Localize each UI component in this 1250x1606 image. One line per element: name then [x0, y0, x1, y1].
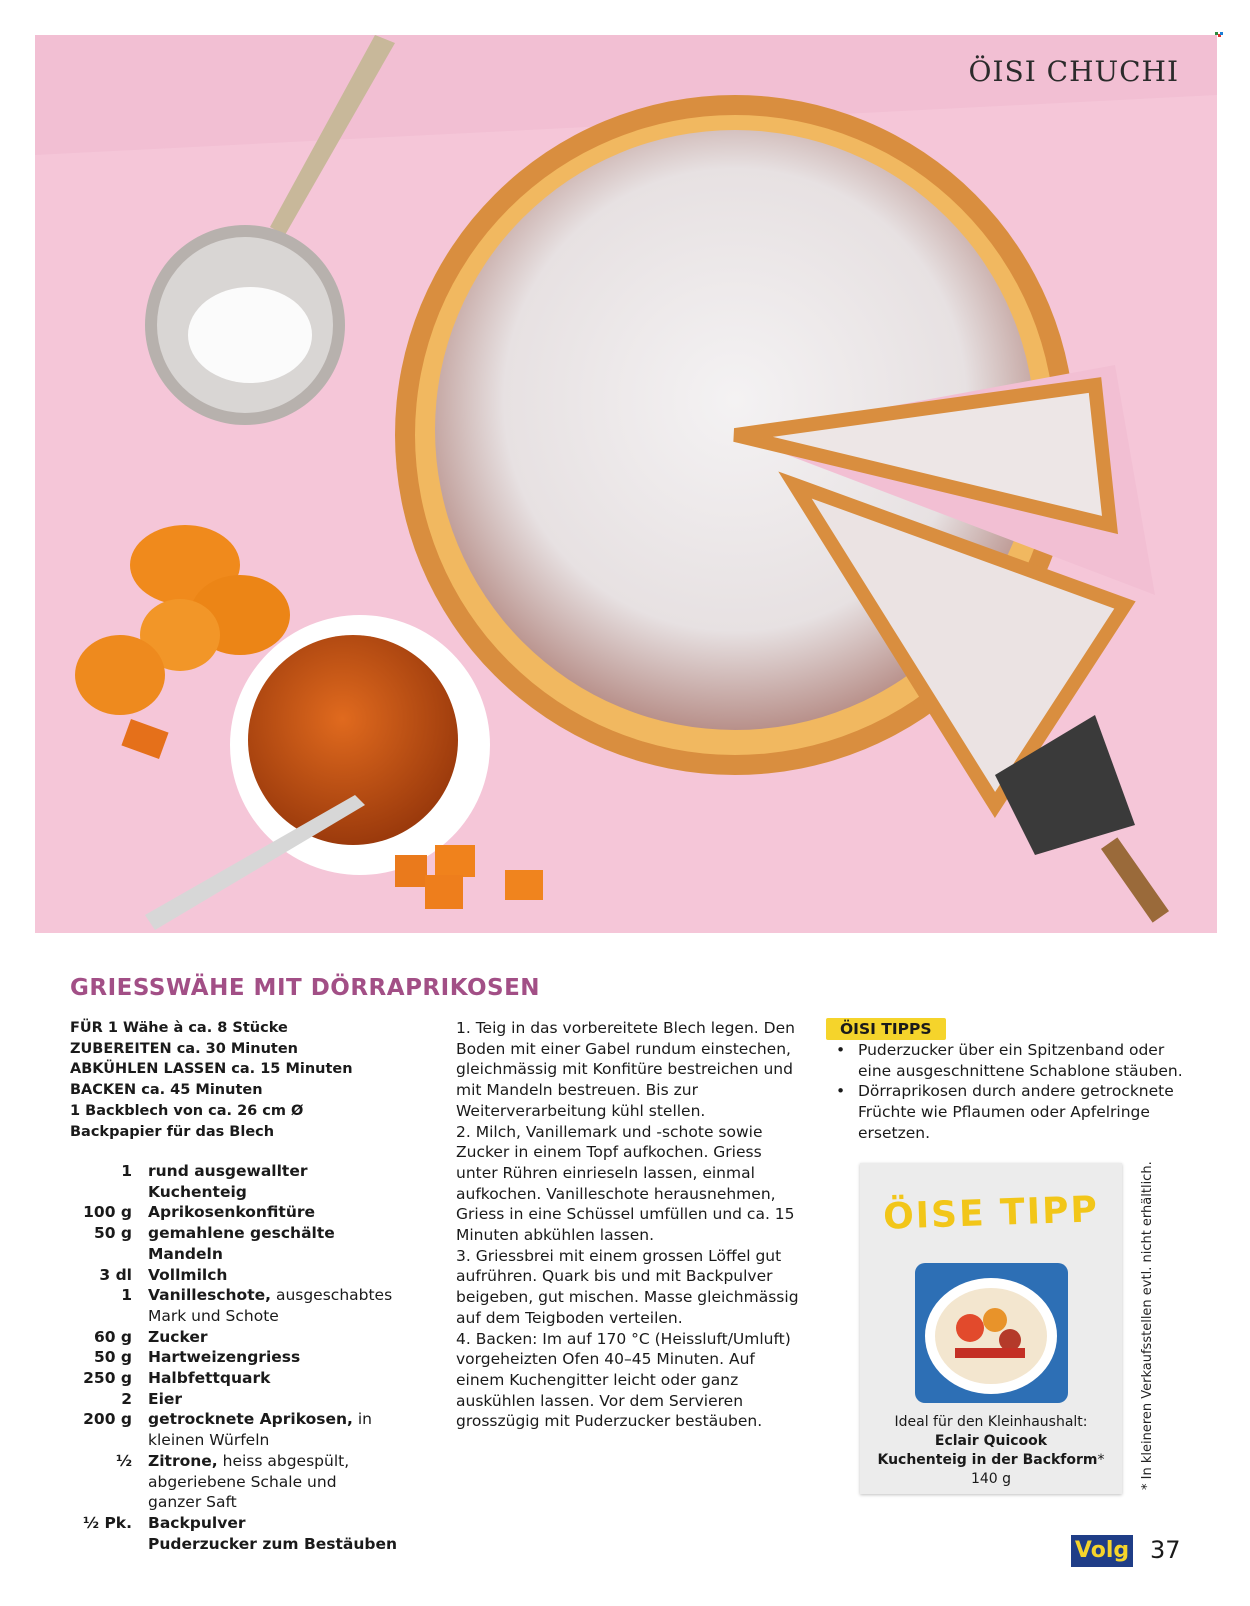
product-weight: 140 g — [970, 1471, 1012, 1487]
ingredient-name: Hartweizengriess — [148, 1348, 301, 1367]
ingredient-text — [148, 1409, 398, 1450]
tip-text: Puderzucker über ein Spitzenband oder eine ausgeschnittene Schablone stäuben. — [858, 1041, 1183, 1080]
ingredient-name: Vanilleschote, — [148, 1286, 272, 1305]
ingredient-note: in kleinen Würfeln — [148, 1410, 372, 1450]
tips-list — [836, 1040, 1196, 1144]
ingredient-qty: 1 — [121, 1286, 132, 1305]
ingredient-text — [148, 1265, 398, 1286]
ingredient-qty: 60 g — [93, 1327, 132, 1346]
ingredient-name: Vollmilch — [148, 1265, 228, 1284]
ingredient-qty: 50 g — [93, 1348, 132, 1367]
ingredient-text — [148, 1513, 398, 1534]
availability-footnote: * In kleineren Verkaufsstellen evtl. nicht erhältlich. — [1140, 1161, 1155, 1490]
ingredient-qty: 250 g — [83, 1369, 132, 1388]
footnote-star: * — [1097, 1452, 1105, 1468]
ingredient-text — [148, 1347, 398, 1368]
ingredient-qty: 50 g — [93, 1224, 132, 1243]
ingredient-text — [148, 1534, 398, 1555]
page-number: 37 — [1150, 1536, 1181, 1564]
ingredient-qty: 100 g — [83, 1203, 132, 1222]
ingredient-item — [70, 1223, 398, 1264]
ingredient-qty: ½ Pk. — [83, 1513, 132, 1532]
recipe-steps — [456, 1018, 801, 1432]
ingredient-qty: 2 — [121, 1389, 132, 1408]
ingredient-text — [148, 1327, 398, 1348]
ingredient-name: Backpulver — [148, 1513, 246, 1532]
meta-cool: ABKÜHLEN LASSEN ca. 15 Minuten — [70, 1061, 353, 1078]
ingredient-text — [148, 1202, 398, 1223]
caption-line: Ideal für den Kleinhaushalt: — [894, 1414, 1088, 1430]
caption-bold — [860, 1451, 1122, 1470]
ingredient-name: Puderzucker zum Bestäuben — [148, 1534, 398, 1553]
meta-tray: 1 Backblech von ca. 26 cm Ø — [70, 1102, 304, 1119]
tip-text: Dörraprikosen durch andere getrocknete Früchte wie Pflaumen oder Apfelringe ersetzen. — [858, 1082, 1174, 1142]
product-tip-card — [860, 1163, 1122, 1494]
tart-illustration — [35, 35, 1217, 933]
ingredient-name: rund ausgewallter Kuchenteig — [148, 1162, 308, 1201]
product-image — [910, 1258, 1073, 1408]
ingredient-name: Halbfettquark — [148, 1369, 271, 1388]
tip-item — [836, 1081, 1196, 1143]
step-1: 1. Teig in das vorbereitete Blech legen. Den Boden mit einer Gabel rundum einstechen, gleichmässig mit Konfitüre bestreichen und mit Mandeln bestreuen. Bis zur Weiterverarbeitung kühl stellen. — [456, 1019, 795, 1120]
ingredient-qty — [70, 1534, 148, 1555]
ingredient-list — [70, 1161, 398, 1554]
ingredient-text — [148, 1389, 398, 1410]
corner-mark-icon — [1215, 32, 1223, 38]
tips-label: ÖISI TIPPS — [826, 1018, 946, 1040]
ingredient-note: ausgeschabtes Mark und Schote — [148, 1286, 393, 1325]
meta-prep: ZUBEREITEN ca. 30 Minuten — [70, 1040, 298, 1057]
step-4: 4. Backen: Im auf 170 °C (Heissluft/Umluft) vorgeheizten Ofen 40–45 Minuten. Auf einem Kuchengitter leicht oder ganz auskühlen lassen. Vor dem Servieren grosszügig mit Puderzucker bestäuben. — [456, 1329, 791, 1431]
ingredient-item — [70, 1265, 398, 1286]
ingredient-text — [148, 1161, 398, 1202]
ingredient-item — [70, 1161, 398, 1202]
recipe-title: GRIESSWÄHE MIT DÖRRAPRIKOSEN — [70, 975, 541, 1001]
tip-card-caption — [860, 1413, 1122, 1489]
product-name: Kuchenteig in der Backform — [877, 1452, 1098, 1468]
volg-logo: Volg — [1071, 1535, 1133, 1567]
recipe-meta — [70, 1018, 353, 1142]
section-title: ÖISI CHUCHI — [968, 55, 1179, 88]
recipe-photo — [35, 35, 1217, 933]
ingredient-text — [148, 1223, 398, 1264]
ingredient-item — [70, 1513, 398, 1534]
ingredient-item — [70, 1285, 398, 1326]
ingredient-item — [70, 1368, 398, 1389]
ingredient-name: Aprikosenkonfitüre — [148, 1203, 316, 1222]
ingredient-qty: 3 dl — [99, 1265, 132, 1284]
bullet-icon: • — [836, 1082, 846, 1101]
step-3: 3. Griessbrei mit einem grossen Löffel gut aufrühren. Quark bis und mit Backpulver beigeben, gut mischen. Masse gleichmässig auf dem Teigboden verteilen. — [456, 1246, 799, 1327]
tip-card-headline: ÖISE TIPP — [882, 1189, 1100, 1238]
ingredient-note: heiss abgespült, abgeriebene Schale und ganzer Saft — [148, 1451, 350, 1512]
meta-servings: FÜR 1 Wähe à ca. 8 Stücke — [70, 1020, 288, 1036]
product-brand: Eclair Quicook — [934, 1433, 1048, 1449]
ingredient-name: Zitrone, — [148, 1451, 218, 1470]
ingredient-text — [148, 1368, 398, 1389]
ingredient-qty: ½ — [115, 1451, 132, 1470]
ingredient-item — [70, 1389, 398, 1410]
ingredient-text — [148, 1451, 373, 1513]
ingredient-name: Zucker — [148, 1327, 208, 1346]
ingredient-name: getrocknete Aprikosen, — [148, 1410, 353, 1429]
bullet-icon: • — [836, 1041, 846, 1059]
ingredient-item — [70, 1451, 398, 1513]
caption-bold — [860, 1432, 1122, 1451]
tip-item — [836, 1040, 1196, 1081]
ingredient-item — [70, 1202, 398, 1223]
ingredient-item — [70, 1347, 398, 1368]
ingredient-item — [70, 1534, 398, 1555]
ingredient-text — [148, 1285, 398, 1326]
ingredient-name: Eier — [148, 1389, 183, 1408]
ingredient-qty: 1 — [121, 1162, 132, 1180]
meta-bake: BACKEN ca. 45 Minuten — [70, 1082, 263, 1099]
ingredient-item — [70, 1327, 398, 1348]
meta-paper: Backpapier für das Blech — [70, 1123, 275, 1140]
ingredient-name: gemahlene geschälte Mandeln — [148, 1224, 335, 1263]
ingredient-qty: 200 g — [83, 1410, 132, 1429]
ingredient-item — [70, 1409, 398, 1450]
step-2: 2. Milch, Vanillemark und -schote sowie Zucker in einem Topf aufkochen. Griess unter Rühren einrieseln lassen, einmal aufkochen. Vanilleschote herausnehmen, Griess in eine Schüssel umfüllen und ca. 15 Minuten abkühlen lassen. — [456, 1122, 795, 1245]
